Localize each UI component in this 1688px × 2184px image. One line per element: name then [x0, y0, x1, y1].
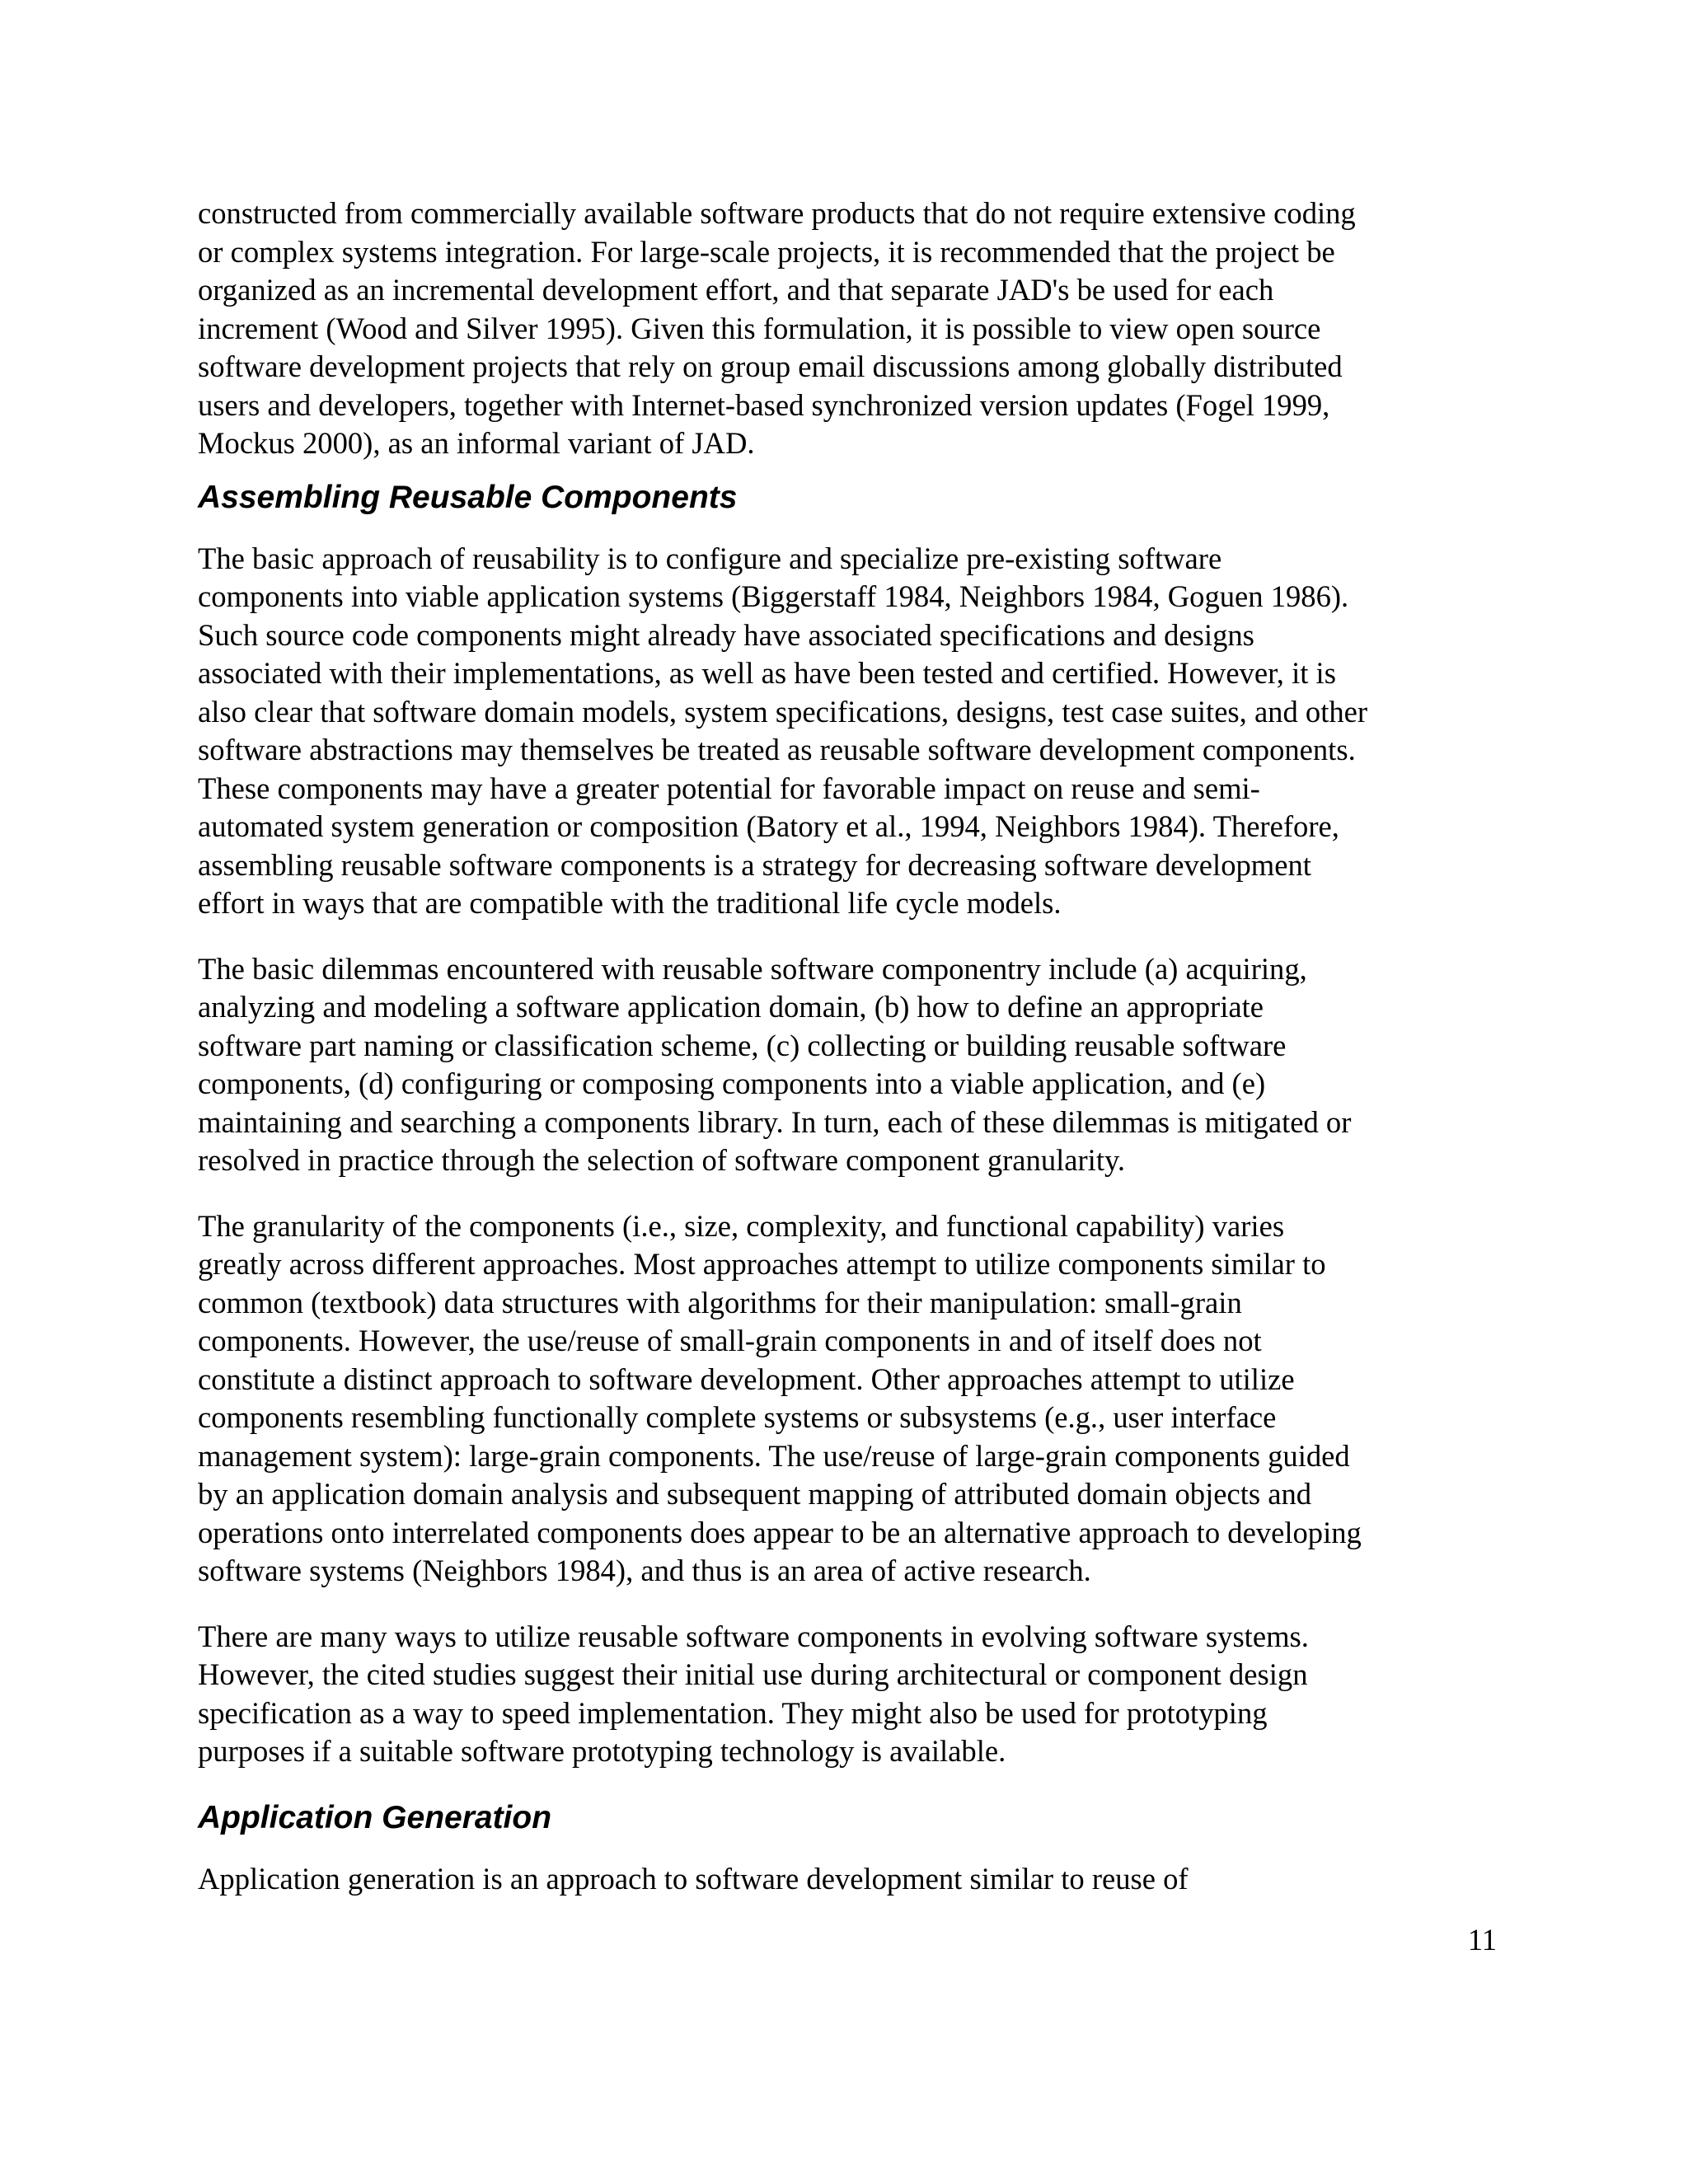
text-line: Application generation is an approach to software development similar to reuse of — [198, 1861, 1189, 1896]
text-line: software part naming or classification scheme, (c) collecting or building reusable software — [198, 1028, 1287, 1062]
text-line: components into viable application systems (Biggerstaff 1984, Neighbors 1984, Goguen 1986). — [198, 579, 1349, 613]
text-line: However, the cited studies suggest their initial use during architectural or component design — [198, 1657, 1308, 1691]
paragraph-reuse-dilemmas — [198, 950, 1500, 1180]
text-line: Such source code components might already have associated specifications and designs — [198, 617, 1254, 652]
section-heading-assembling-reusable-components: Assembling Reusable Components — [198, 479, 738, 515]
text-line: organized as an incremental development effort, and that separate JAD's be used for each — [198, 273, 1274, 307]
text-line: assembling reusable software components is a strategy for decreasing software development — [198, 847, 1311, 882]
text-line: management system): large-grain components. The use/reuse of large-grain components guided — [198, 1438, 1350, 1473]
paragraph-jad-variant — [198, 194, 1500, 463]
text-line: These components may have a greater potential for favorable impact on reuse and semi- — [198, 771, 1260, 805]
text-line: also clear that software domain models, system specifications, designs, test case suites, and other — [198, 694, 1368, 729]
text-line: components, (d) configuring or composing components into a viable application, and (e) — [198, 1066, 1266, 1100]
text-line: purposes if a suitable software prototyping technology is available. — [198, 1734, 1006, 1768]
text-line: software development projects that rely on group email discussions among globally distributed — [198, 349, 1343, 383]
text-line: constructed from commercially available software products that do not require extensive coding — [198, 196, 1356, 230]
text-line: by an application domain analysis and subsequent mapping of attributed domain objects and — [198, 1477, 1312, 1511]
text-line: associated with their implementations, as well as have been tested and certified. However, it is — [198, 656, 1336, 690]
text-line: greatly across different approaches. Most approaches attempt to utilize components similar to — [198, 1247, 1326, 1281]
text-line: automated system generation or composition (Batory et al., 1994, Neighbors 1984). Therefore, — [198, 809, 1339, 843]
text-line: software abstractions may themselves be treated as reusable software development components. — [198, 733, 1356, 766]
text-line: resolved in practice through the selection of software component granularity. — [198, 1143, 1126, 1177]
text-line: operations onto interrelated components does appear to be an alternative approach to developing — [198, 1515, 1362, 1549]
text-line: maintaining and searching a components library. In turn, each of these dilemmas is mitigated or — [198, 1104, 1352, 1139]
text-line: constitute a distinct approach to software development. Other approaches attempt to utilize — [198, 1361, 1295, 1396]
paragraph-application-generation — [198, 1860, 1500, 1899]
text-line: components resembling functionally complete systems or subsystems (e.g., user interface — [198, 1400, 1277, 1434]
text-line: or complex systems integration. For large-scale projects, it is recommended that the project be — [198, 234, 1335, 269]
text-line: software systems (Neighbors 1984), and thus is an area of active research. — [198, 1554, 1091, 1587]
page-number: 11 — [1467, 1923, 1497, 1957]
text-line: The granularity of the components (i.e., size, complexity, and functional capability) varies — [198, 1208, 1285, 1243]
text-line: Mockus 2000), as an informal variant of JAD. — [198, 426, 755, 460]
text-line: components. However, the use/reuse of small-grain components in and of itself does not — [198, 1324, 1262, 1357]
text-line: users and developers, together with Internet-based synchronized version updates (Fogel 1999, — [198, 387, 1330, 422]
text-line: common (textbook) data structures with algorithms for their manipulation: small-grain — [198, 1285, 1242, 1319]
text-line: The basic dilemmas encountered with reusable software componentry include (a) acquiring, — [198, 951, 1307, 986]
section-heading-application-generation: Application Generation — [198, 1799, 552, 1835]
text-line: The basic approach of reusability is to configure and specialize pre-existing software — [198, 541, 1222, 575]
paragraph-reusability-approach — [198, 540, 1500, 923]
text-line: There are many ways to utilize reusable software components in evolving software systems. — [198, 1619, 1309, 1653]
paragraph-component-granularity — [198, 1207, 1500, 1591]
text-line: increment (Wood and Silver 1995). Given this formulation, it is possible to view open source — [198, 311, 1321, 345]
text-line: effort in ways that are compatible with the traditional life cycle models. — [198, 886, 1062, 920]
page-body — [198, 194, 1500, 1913]
text-line: analyzing and modeling a software application domain, (b) how to define an appropriate — [198, 990, 1264, 1024]
paragraph-utilizing-components — [198, 1618, 1500, 1771]
text-line: specification as a way to speed implementation. They might also be used for prototyping — [198, 1695, 1268, 1730]
